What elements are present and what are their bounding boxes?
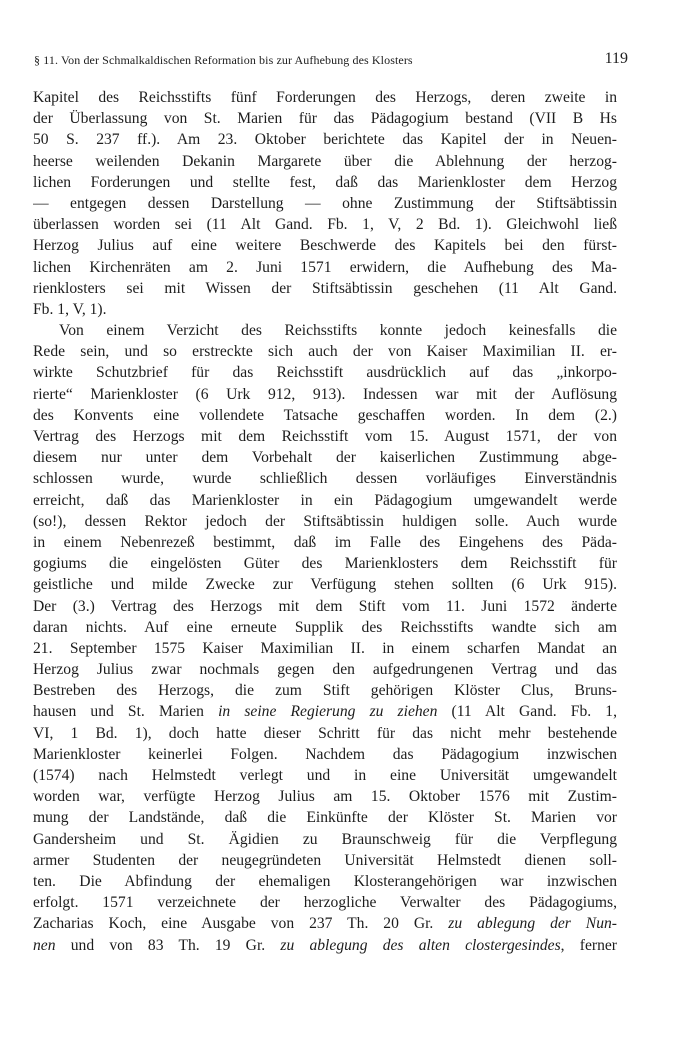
text-line: schlossen wurde, wurde schließlich dessen vorläufiges Einverständnis — [33, 470, 617, 488]
text-line: — entgegen dessen Darstellung — ohne Zustimmung der Stiftsäbtissin — [33, 194, 617, 212]
text-line: VI, 1 Bd. 1), doch hatte dieser Schritt für das nicht mehr bestehende — [33, 724, 617, 742]
quotation-italic: in seine Regierung zu ziehen — [218, 703, 438, 721]
text-line: rienklosters sei mit Wissen der Stiftsäbtissin geschehen (11 Alt Gand. — [33, 279, 617, 297]
text-line: Rede sein, und so erstreckte sich auch der von Kaiser Maximilian II. er- — [33, 343, 617, 361]
text-line: in einem Nebenrezeß bestimmt, daß im Falle des Eingehens des Päda- — [33, 533, 617, 551]
text-line: Gandersheim und St. Ägidien zu Braunschweig für die Verpflegung — [33, 830, 617, 848]
text-line: Marienkloster keinerlei Folgen. Nachdem das Pädagogium inzwischen — [33, 745, 617, 763]
quotation-italic: nen — [33, 936, 56, 954]
text-line: rierte“ Marienkloster (6 Urk 912, 913). Indessen war mit der Auflösung — [33, 385, 617, 403]
text-line: Herzog Julius auf eine weitere Beschwerde des Kapitels bei den fürst- — [33, 237, 617, 255]
book-page — [33, 0, 633, 1041]
text-line: 21. September 1575 Kaiser Maximilian II. in einem scharfen Mandat an — [33, 639, 617, 657]
text-line: ten. Die Abfindung der ehemaligen Klosterangehörigen war inzwischen — [33, 872, 617, 890]
text-line: Herzog Julius zwar nochmals gegen den aufgedrungenen Vertrag und das — [33, 661, 617, 679]
running-title: § 11. Von der Schmalkaldischen Reformation bis zur Aufhebung des Klosters — [34, 53, 413, 67]
text-line: wirkte Schutzbrief für das Reichsstift ausdrücklich auf das „inkorpo- — [33, 364, 617, 382]
paragraph-start-line: Von einem Verzicht des Reichsstifts konnte jedoch keinesfalls die — [59, 322, 617, 340]
text-line: lichen Forderungen und stellte fest, daß das Marienkloster dem Herzog — [33, 173, 617, 191]
text-line: Kapitel des Reichsstifts fünf Forderungen des Herzogs, deren zweite in — [33, 89, 617, 106]
text-line: erreicht, daß das Marienkloster in ein Pädagogium umgewandelt werde — [33, 491, 617, 509]
text-line: der Überlassung von St. Marien für das Pädagogium bestand (VII B Hs — [33, 110, 617, 128]
text-line: Zacharias Koch, eine Ausgabe von 237 Th. 20 Gr. zu ablegung der Nun- — [33, 915, 617, 933]
text-line: Der (3.) Vertrag des Herzogs mit dem Stift vom 11. Juni 1572 änderte — [33, 597, 617, 615]
text-line: gogiums die eingelösten Güter des Marienklosters dem Reichsstift für — [33, 555, 617, 573]
text-line: überlassen worden sei (11 Alt Gand. Fb. 1, V, 2 Bd. 1). Gleichwohl ließ — [33, 216, 617, 234]
text-line: nen und von 83 Th. 19 Gr. zu ablegung des alten clostergesindes, ferner — [33, 936, 617, 954]
text-line: (so!), dessen Rektor jedoch der Stiftsäbtissin huldigen solle. Auch wurde — [33, 512, 617, 530]
running-header — [33, 50, 633, 72]
text-line: 50 S. 237 ff.). Am 23. Oktober berichtete das Kapitel der in Neuen- — [33, 131, 617, 149]
text-line: Bestreben des Herzogs, die zum Stift gehörigen Klöster Clus, Bruns- — [33, 682, 617, 700]
text-line: erfolgt. 1571 verzeichnete der herzogliche Verwalter des Pädagogiums, — [33, 894, 617, 912]
text-line: armer Studenten der neugegründeten Universität Helmstedt dienen soll- — [33, 851, 617, 869]
text-line: (1574) nach Helmstedt verlegt und in eine Universität umgewandelt — [33, 767, 617, 784]
text-line: Vertrag des Herzogs mit dem Reichsstift vom 15. August 1571, der von — [33, 428, 617, 445]
text-line: worden war, verfügte Herzog Julius am 15. Oktober 1576 mit Zustim- — [33, 788, 617, 806]
page-number: 119 — [604, 50, 628, 67]
quotation-italic: zu ablegung der Nun- — [448, 915, 617, 933]
text-line: des Konvents eine vollendete Tatsache geschaffen worden. In dem (2.) — [33, 406, 617, 424]
text-line: mung der Landstände, daß die Einkünfte der Klöster St. Marien vor — [33, 809, 617, 827]
body-text — [33, 87, 617, 956]
text-line: diesem nur unter dem Vorbehalt der kaiserlichen Zustimmung abge- — [33, 449, 617, 467]
text-line: heerse weilenden Dekanin Margarete über die Ablehnung der herzog- — [33, 152, 617, 170]
quotation-italic: zu ablegung des alten clostergesindes — [280, 936, 561, 954]
text-line: daran nichts. Auf eine erneute Supplik des Reichsstifts wandte sich am — [33, 618, 617, 636]
text-line: geistliche und milde Zwecke zur Verfügung stehen sollten (6 Urk 915). — [33, 576, 617, 594]
text-line: hausen und St. Marien in seine Regierung zu ziehen (11 Alt Gand. Fb. 1, — [33, 703, 617, 721]
text-line: lichen Kirchenräten am 2. Juni 1571 erwidern, die Aufhebung des Ma- — [33, 258, 617, 276]
paragraph-end-line: Fb. 1, V, 1). — [33, 300, 107, 318]
